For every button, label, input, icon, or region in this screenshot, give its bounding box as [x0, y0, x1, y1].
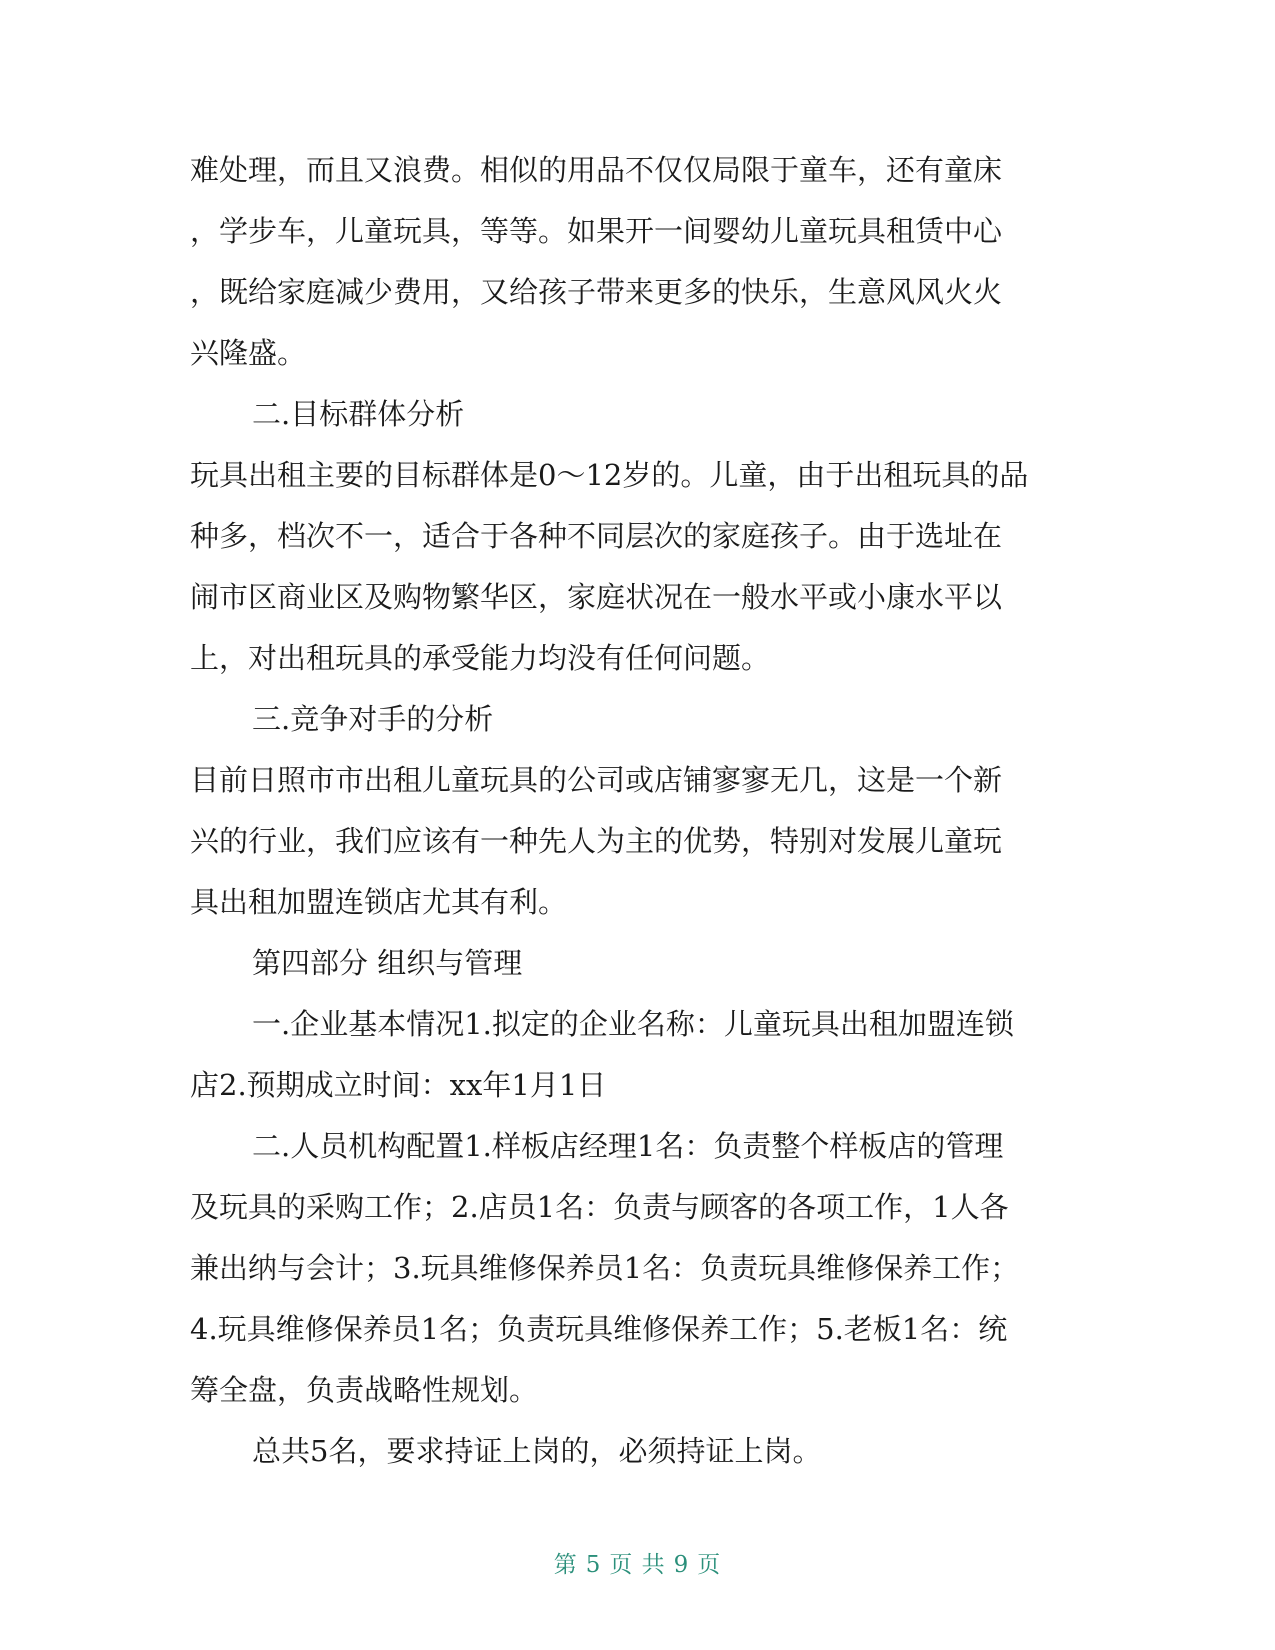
text-line: 筹全盘，负责战略性规划。 — [190, 1373, 539, 1407]
text-line: 具出租加盟连锁店尤其有利。 — [190, 885, 568, 919]
text-line: 第四部分 组织与管理 — [252, 946, 523, 980]
text-line: 种多，档次不一，适合于各种不同层次的家庭孩子。由于选址在 — [190, 519, 1003, 553]
text-line: 二.目标群体分析 — [252, 397, 465, 431]
footer-total-pages: 9 — [673, 1552, 690, 1578]
text-line: 店2.预期成立时间：xx年1月1日 — [190, 1068, 607, 1102]
text-line: 三.竞争对手的分析 — [252, 702, 494, 736]
footer-suffix: 页 — [697, 1552, 722, 1578]
text-line: 二.人员机构配置1.样板店经理1名：负责整个样板店的管理 — [252, 1129, 1004, 1163]
text-line: 4.玩具维修保养员1名；负责玩具维修保养工作；5.老板1名：统 — [190, 1312, 1008, 1346]
page-footer — [0, 1546, 1275, 1579]
text-line: ，学步车，儿童玩具，等等。如果开一间婴幼儿童玩具租赁中心 — [190, 214, 1003, 248]
text-line: 兼出纳与会计；3.玩具维修保养员1名：负责玩具维修保养工作； — [190, 1251, 1020, 1285]
footer-prefix: 第 — [553, 1552, 578, 1578]
text-line: 目前日照市市出租儿童玩具的公司或店铺寥寥无几，这是一个新 — [190, 763, 1003, 797]
text-line: 上，对出租玩具的承受能力均没有任何问题。 — [190, 641, 771, 675]
text-line: 一.企业基本情况1.拟定的企业名称：儿童玩具出租加盟连锁 — [252, 1007, 1014, 1041]
footer-page-number: 5 — [585, 1552, 602, 1578]
text-line: 玩具出租主要的目标群体是0～12岁的。儿童，由于出租玩具的品 — [190, 458, 1029, 492]
text-line: 总共5名，要求持证上岗的，必须持证上岗。 — [252, 1434, 822, 1468]
text-line: 闹市区商业区及购物繁华区，家庭状况在一般水平或小康水平以 — [190, 580, 1003, 614]
text-line: 及玩具的采购工作；2.店员1名：负责与顾客的各项工作，1人各 — [190, 1190, 1009, 1224]
text-line: ，既给家庭减少费用，又给孩子带来更多的快乐，生意风风火火 — [190, 275, 1003, 309]
text-line: 兴的行业，我们应该有一种先人为主的优势，特别对发展儿童玩 — [190, 824, 1003, 858]
document-body — [190, 140, 1080, 1482]
footer-middle: 页 共 — [609, 1552, 666, 1578]
text-line: 难处理，而且又浪费。相似的用品不仅仅局限于童车，还有童床 — [190, 153, 1003, 187]
text-line: 兴隆盛。 — [190, 336, 307, 370]
